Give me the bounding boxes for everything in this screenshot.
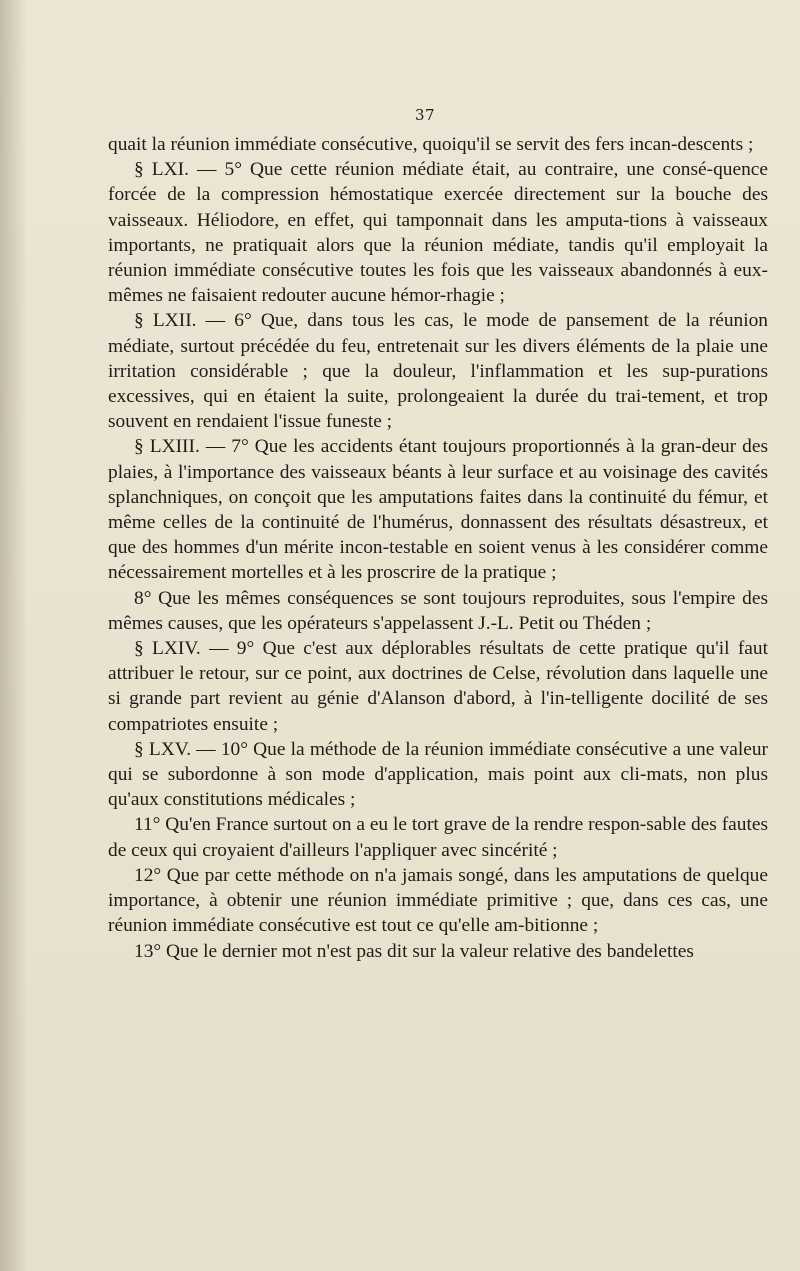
paragraph-13: 13° Que le dernier mot n'est pas dit sur la valeur relative des bandelettes — [134, 940, 694, 962]
paragraph-12: 12° Que par cette méthode on n'a jamais songé, dans les amputations de quelque importance, à obtenir une réunion immédiate primitive ; que, dans ces cas, une réunion immédiate consécutive est tout ce qu'elle am-bitionne ; — [108, 864, 768, 937]
body-text — [108, 132, 768, 964]
paragraph-lxi: § LXI. — 5° Que cette réunion médiate était, au contraire, une consé-quence forcée de la compression hémostatique exercée directement sur la bouche des vaisseaux. Héliodore, en effet, qui tamponnait dans les amputa-tions à vaisseaux importants, ne pratiquait alors que la réunion médiate, tandis qu'il employait la réunion immédiate consécutive toutes les fois que les vaisseaux abandonnés à eux-mêmes ne faisaient redouter aucune hémor-rhagie ; — [108, 159, 768, 307]
paragraph-8: 8° Que les mêmes conséquences se sont toujours reproduites, sous l'empire des mêmes causes, que les opérateurs s'appelassent J.-L. Petit ou Théden ; — [108, 587, 768, 634]
paragraph-lxii: § LXII. — 6° Que, dans tous les cas, le mode de pansement de la réunion médiate, surtout précédée du feu, entretenait sur les divers éléments de la plaie une irritation considérable ; que la douleur, l'inflammation et les sup-purations excessives, qui en étaient la suite, prolongeaient la durée du trai-tement, et trop souvent en rendaient l'issue funeste ; — [108, 310, 768, 433]
paragraph-11: 11° Qu'en France surtout on a eu le tort grave de la rendre respon-sable des fautes de ceux qui croyaient d'ailleurs l'appliquer avec sincérité ; — [108, 814, 768, 861]
paragraph-continuation: quait la réunion immédiate consécutive, quoiqu'il se servit des fers incan-descents ; — [108, 134, 754, 155]
page-number: 37 — [414, 106, 436, 124]
paragraph-lxiii: § LXIII. — 7° Que les accidents étant toujours proportionnés à la gran-deur des plaies, à l'importance des vaisseaux béants à leur surface et au voisinage des cavités splanchniques, on conçoit que les amputations faites dans la continuité du fémur, et même celles de la continuité de l'humérus, donnassent des résultats désastreux, et que des hommes d'un mérite incon-testable en soient venus à les considérer comme nécessairement mortelles et à les proscrire de la pratique ; — [108, 436, 768, 584]
paragraph-lxv: § LXV. — 10° Que la méthode de la réunion immédiate consécutive a une valeur qui se subordonne à son mode d'application, mais point aux cli-mats, non plus qu'aux constitutions médicales ; — [108, 738, 768, 811]
paragraph-lxiv: § LXIV. — 9° Que c'est aux déplorables résultats de cette pratique qu'il faut attribuer le retour, sur ce point, aux doctrines de Celse, révolution dans laquelle une si grande part revient au génie d'Alanson d'abord, à l'in-telligente docilité de ses compatriotes ensuite ; — [108, 638, 768, 735]
